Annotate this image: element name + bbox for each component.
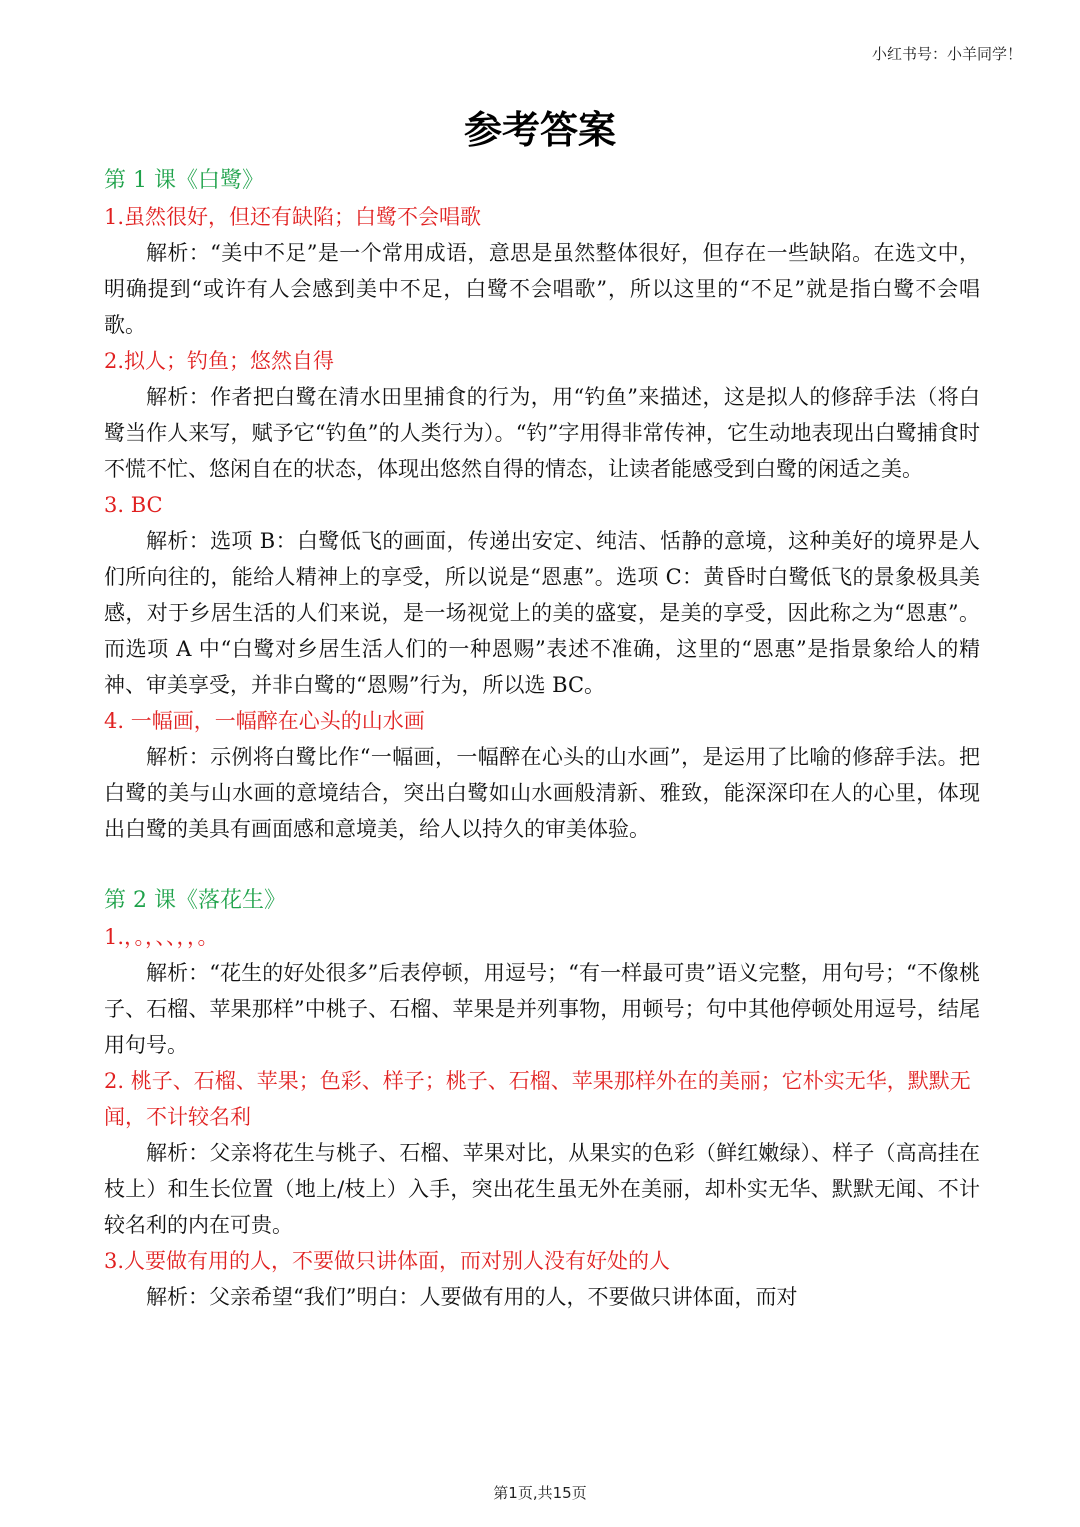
analysis-text: 解析：“花生的好处很多”后表停顿，用逗号；“有一样最可贵”语义完整，用句号；“不像桃子、石榴、苹果那样”中桃子、石榴、苹果是并列事物，用顿号；句中其他停顿处用逗号，结尾用句号。 bbox=[104, 961, 980, 1057]
answer-text: 2. 桃子、石榴、苹果；色彩、样子；桃子、石榴、苹果那样外在的美丽；它朴实无华，默默无闻，不计较名利 bbox=[104, 1069, 971, 1129]
page-title: 参考答案 bbox=[463, 107, 616, 152]
section-gap bbox=[104, 847, 980, 883]
document-body bbox=[104, 163, 980, 1315]
analysis-text: 解析：“美中不足”是一个常用成语，意思是虽然整体很好，但存在一些缺陷。在选文中，明确提到“或许有人会感到美中不足，白鹭不会唱歌”，所以这里的“不足”就是指白鹭不会唱歌。 bbox=[104, 241, 980, 337]
analysis-text: 解析：选项 B：白鹭低飞的画面，传递出安定、纯洁、恬静的意境，这种美好的境界是人们所向往的，能给人精神上的享受，所以说是“恩惠”。选项 C：黄昏时白鹭低飞的景象极具美感，对于乡居生活的人们来说，是一场视觉上的美的盛宴，是美的享受，因此称之为“恩惠”。而选项 A 中“白鹭对乡居生活人们的一种恩赐”表述不准确，这里的“恩惠”是指景象给人的精神、审美享受，并非白鹭的“恩赐”行为，所以选 BC。 bbox=[104, 529, 980, 697]
answer-text: 1.，。，、、，，。 bbox=[104, 925, 219, 949]
analysis-text: 解析：父亲将花生与桃子、石榴、苹果对比，从果实的色彩（鲜红嫩绿）、样子（高高挂在枝上）和生长位置（地上/枝上）入手，突出花生虽无外在美丽，却朴实无华、默默无闻、不计较名利的内在可贵。 bbox=[104, 1141, 980, 1237]
page-number: 第1页,共15页 bbox=[493, 1484, 587, 1502]
lesson-title: 第 2 课《落花生》 bbox=[104, 888, 286, 913]
answer-text: 3. BC bbox=[104, 493, 163, 517]
analysis-text: 解析：示例将白鹭比作“一幅画，一幅醉在心头的山水画”，是运用了比喻的修辞手法。把白鹭的美与山水画的意境结合，突出白鹭如山水画般清新、雅致，能深深印在人的心里，体现出白鹭的美具有画面感和意境美，给人以持久的审美体验。 bbox=[104, 745, 980, 841]
lesson-section-2 bbox=[104, 883, 980, 1315]
answer-text: 4. 一幅画，一幅醉在心头的山水画 bbox=[104, 709, 425, 733]
answer-text: 3.人要做有用的人，不要做只讲体面，而对别人没有好处的人 bbox=[104, 1249, 671, 1273]
answer-text: 1.虽然很好，但还有缺陷；白鹭不会唱歌 bbox=[104, 205, 482, 229]
lesson-section-1 bbox=[104, 163, 980, 847]
lesson-title: 第 1 课《白鹭》 bbox=[104, 168, 264, 193]
analysis-text: 解析：作者把白鹭在清水田里捕食的行为，用“钓鱼”来描述，这是拟人的修辞手法（将白鹭当作人来写，赋予它“钓鱼”的人类行为）。“钓”字用得非常传神，它生动地表现出白鹭捕食时不慌不忙、悠闲自在的状态，体现出悠然自得的情态，让读者能感受到白鹭的闲适之美。 bbox=[104, 385, 980, 481]
answer-text: 2.拟人；钓鱼；悠然自得 bbox=[104, 349, 335, 373]
analysis-text: 解析：父亲希望“我们”明白：人要做有用的人，不要做只讲体面，而对 bbox=[146, 1285, 798, 1309]
header-note: 小红书号：小羊同学！ bbox=[871, 45, 1022, 63]
